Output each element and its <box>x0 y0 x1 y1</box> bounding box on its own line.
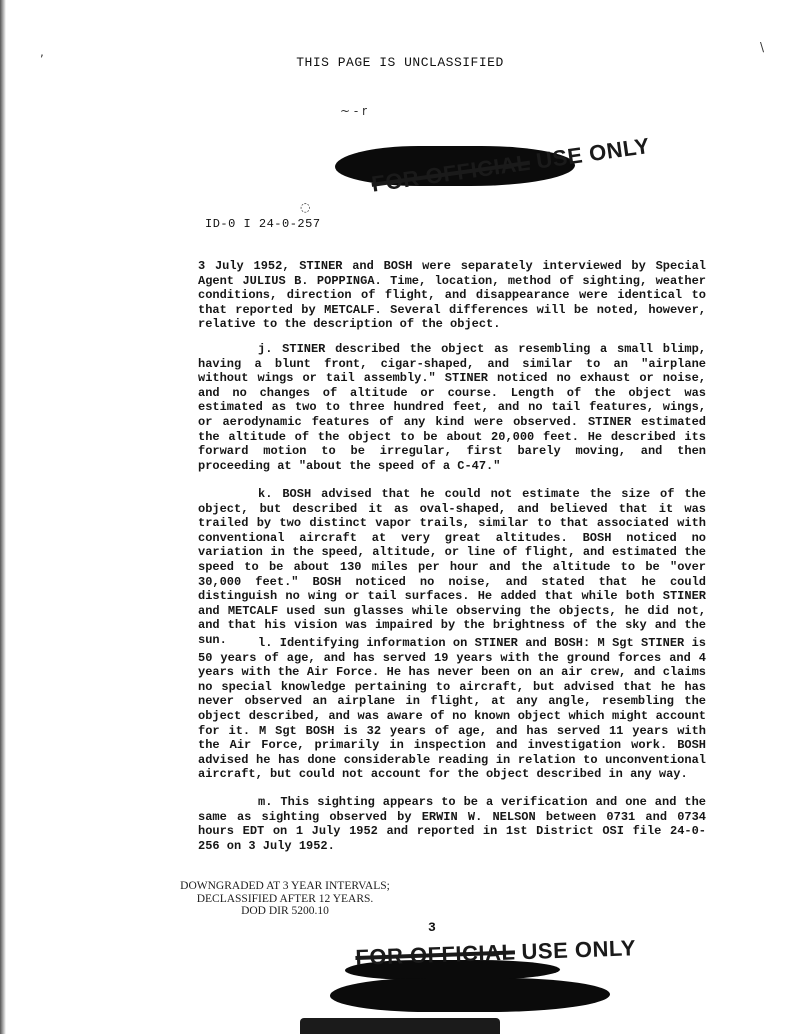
file-reference: ID-0 I 24-0-257 <box>205 217 321 231</box>
classification-banner: THIS PAGE IS UNCLASSIFIED <box>296 55 504 70</box>
downgrade-line-3: DOD DIR 5200.10 <box>241 905 329 917</box>
downgrade-notice <box>155 880 415 918</box>
paragraph-intro: 3 July 1952, STINER and BOSH were separately interviewed by Special Agent JULIUS B. POPPINGA. Time, location, method of sighting, weather conditions, direction of flight, and disappearance were identical to that reported by METCALF. Several differences will be noted, however, relative to the description of the object. <box>198 259 706 332</box>
scan-bottom-strip <box>300 1018 500 1034</box>
downgrade-line-2: DECLASSIFIED AFTER 12 YEARS. <box>196 892 374 905</box>
for-official-use-only-stamp-top: FOR OFFICIAL USE ONLY <box>370 132 652 197</box>
redaction-bar-bottom <box>330 978 610 1012</box>
scan-speck: ~ - r <box>340 104 367 118</box>
paragraph-l: l. Identifying information on STINER and BOSH: M Sgt STINER is 50 years of age, and has served 19 years with the ground forces and 4 years with the Air Force. He has never been on an air crew, and claims no special knowledge pertaining to aircraft, but advised that he has never observed an airplane in flight, at any angle, resembling the object described, and was aware of no known object which might account for it. M Sgt BOSH is 32 years of age, and has served 11 years with the Air Force, primarily in inspection and investigation work. BOSH advised he has done considerable reading in relation to unconventional aircraft, but could not account for the object described in any way. <box>198 636 706 782</box>
page-number: 3 <box>428 920 436 935</box>
paragraph-j: j. STINER described the object as resembling a small blimp, having a blunt front, cigar-shaped, and similar to an "airplane without wings or tail assembly." STINER noticed no exhaust or noise, and no changes of altitude or course. Length of the object was estimated as two to three hundred feet, and no tail features, wings, or aerodynamic features of any kind were observed. STINER estimated the altitude of the object to be about 20,000 feet. He described its forward motion to be irregular, first barely moving, and then proceeding at "about the speed of a C-47." <box>198 342 706 473</box>
scan-edge-shadow <box>0 0 6 1034</box>
paragraph-m: m. This sighting appears to be a verification and one and the same as sighting observed by ERWIN W. NELSON between 0731 and 0734 hours EDT on 1 July 1952 and reported in 1st District OSI file 24-0-256 on 3 July 1952. <box>198 795 706 853</box>
for-official-use-only-stamp-bottom: FOR OFFICIAL USE ONLY <box>355 935 637 970</box>
scan-speck: , <box>40 45 44 59</box>
downgrade-line-1: DOWNGRADED AT 3 YEAR INTERVALS; <box>180 880 390 892</box>
scan-speck: ◌ <box>300 200 311 214</box>
paragraph-k: k. BOSH advised that he could not estimate the size of the object, but described it as oval-shaped, and believed that it was trailed by two distinct vapor trails, similar to that associated with conventional aircraft at very great altitudes. BOSH noticed no variation in the speed, altitude, or line of flight, and estimated the speed to be about 130 miles per hour and the altitude to be "over 30,000 feet." BOSH noticed no noise, and stated that he could distinguish no wing or tail surfaces. He added that while both STINER and METCALF used sun glasses while observing the objects, he did not, and that his vision was impaired by the brightness of the sky and the sun. <box>198 487 706 647</box>
scan-speck: \ <box>760 40 765 54</box>
